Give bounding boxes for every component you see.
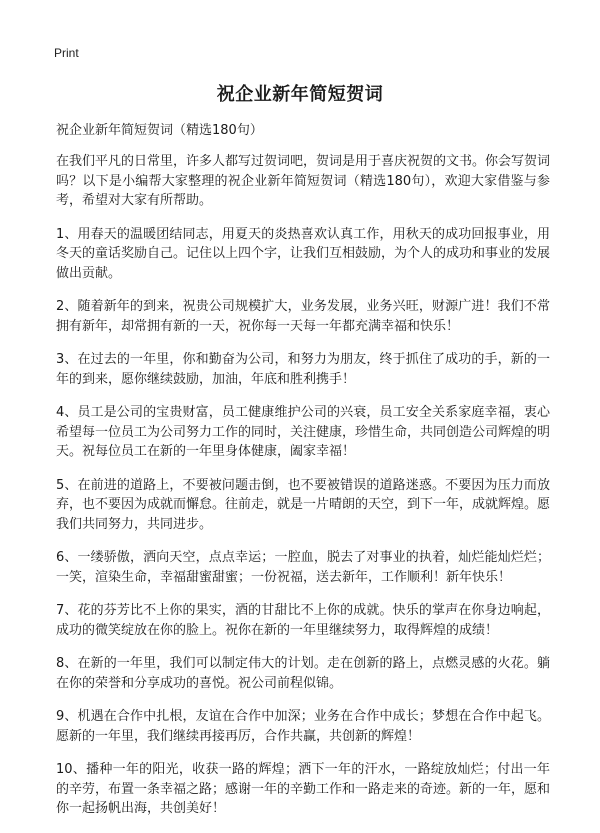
greeting-paragraph-5: 5、在前进的道路上，不要被问题击倒，也不要被错误的道路迷惑。不要因为压力而放弃，也不要因为成就而懈怠。往前走，就是一片晴朗的天空，到下一年，成就辉煌。愿我们共同努力，共同进步。 — [56, 477, 551, 532]
greeting-paragraph-6: 6、一缕骄傲，洒向天空，点点幸运；一腔血，脱去了对事业的执着，灿烂能灿烂烂；一笑，渲染生命，幸福甜蜜甜蜜；一份祝福，送去新年，工作顺利！新年快乐！ — [56, 550, 550, 585]
page-title: 祝企业新年简短贺词 — [216, 84, 384, 105]
intro-paragraph: 在我们平凡的日常里，许多人都写过贺词吧，贺词是用于喜庆祝贺的文书。你会写贺词吗？以下是小编帮大家整理的祝企业新年简短贺词（精选180句），欢迎大家借鉴与参考，希望对大家有所帮助。 — [56, 154, 551, 208]
article-body — [56, 121, 550, 833]
greeting-paragraph-4: 4、员工是公司的宝贵财富，员工健康维护公司的兴衰，员工安全关系家庭幸福，衷心希望每一位员工为公司努力工作的同时，关注健康，珍惜生命，共同创造公司辉煌的明天。祝每位员工在新的一年里身体健康，阖家幸福！ — [56, 405, 551, 459]
print-link[interactable]: Print — [54, 46, 79, 60]
greeting-paragraph-7: 7、花的芬芳比不上你的果实，酒的甘甜比不上你的成就。快乐的掌声在你身边响起，成功的微笑绽放在你的脸上。祝你在新的一年里继续努力，取得辉煌的成绩！ — [56, 603, 550, 638]
greeting-paragraph-1: 1、用春天的温暖团结同志，用夏天的炎热喜欢认真工作，用秋天的成功回报事业，用冬天的童话奖励自己。记住以上四个字，让我们互相鼓励，为个人的成功和事业的发展做出贡献。 — [56, 226, 551, 281]
article-subtitle: 祝企业新年简短贺词（精选180句） — [56, 123, 263, 138]
greeting-paragraph-10: 10、播种一年的阳光，收获一路的辉煌；洒下一年的汗水，一路绽放灿烂；付出一年的辛劳，布置一条幸福之路；感谢一年的辛勤工作和一路走来的奇迹。新的一年，愿和你一起扬帆出海，共创美好！ — [56, 762, 551, 816]
greeting-paragraph-9: 9、机遇在合作中扎根，友谊在合作中加深；业务在合作中成长；梦想在合作中起飞。愿新的一年里，我们继续再接再厉，合作共赢，共创新的辉煌！ — [56, 709, 550, 744]
greeting-paragraph-2: 2、随着新年的到来，祝贵公司规模扩大，业务发展，业务兴旺，财源广进！我们不常拥有新年，却常拥有新的一天，祝你每一天每一年都充满幸福和快乐！ — [56, 299, 550, 334]
greeting-paragraph-3: 3、在过去的一年里，你和勤奋为公司，和努力为朋友，终于抓住了成功的手，新的一年的到来，愿你继续鼓励，加油，年底和胜利携手！ — [56, 352, 550, 387]
greeting-paragraph-8: 8、在新的一年里，我们可以制定伟大的计划。走在创新的路上，点燃灵感的火花。躺在你的荣誉和分享成功的喜悦。祝公司前程似锦。 — [56, 656, 550, 691]
